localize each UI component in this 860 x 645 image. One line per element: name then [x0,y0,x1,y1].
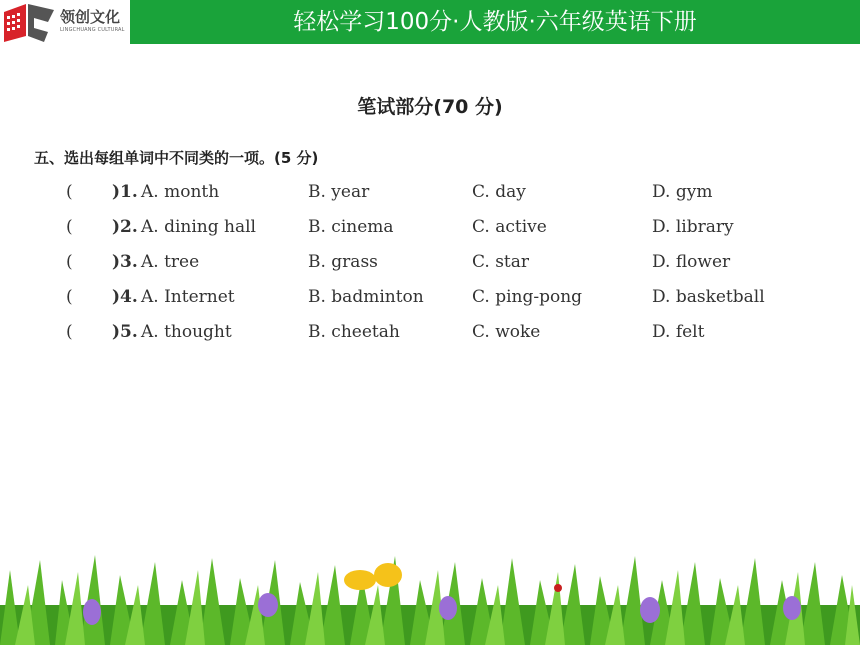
question-row-3 [0,250,860,285]
answer-bracket[interactable]: ( [66,287,73,307]
logo-mark-icon [4,2,56,42]
logo-text: 领创文化 [60,8,121,26]
option-d: D. basketball [652,287,765,307]
option-c: C. woke [472,322,541,342]
option-c: C. active [472,217,547,237]
option-d: D. flower [652,252,731,272]
option-d: D. library [652,217,734,237]
question-row-5 [0,320,860,355]
title-banner [130,0,860,44]
answer-bracket[interactable]: ( [66,252,73,272]
option-b: B. badminton [308,287,424,307]
option-a: A. dining hall [141,217,256,237]
question-row-4 [0,285,860,320]
option-b: B. cheetah [308,322,400,342]
answer-bracket[interactable]: ( [66,217,73,237]
option-a: A. tree [141,252,200,272]
option-c: C. day [472,182,526,202]
banner-title: 轻松学习100分·人教版·六年级英语下册 [293,9,697,35]
question-number: )2. [112,217,138,237]
option-d: D. felt [652,322,705,342]
question-heading: 五、选出每组单词中不同类的一项。(5 分) [34,149,319,167]
question-number: )4. [112,287,138,307]
option-b: B. cinema [308,217,394,237]
option-b: B. year [308,182,370,202]
header [0,0,860,44]
question-number: )1. [112,182,138,202]
option-c: C. star [472,252,530,272]
section-title: 笔试部分(70 分) [357,96,503,118]
question-number: )5. [112,322,138,342]
question-list [0,180,860,355]
option-b: B. grass [308,252,378,272]
question-number: )3. [112,252,138,272]
option-a: A. month [141,182,220,202]
option-a: A. thought [141,322,232,342]
option-d: D. gym [652,182,713,202]
option-c: C. ping-pong [472,287,583,307]
grass-decoration [0,550,860,645]
logo-subtext: LINGCHUANG CULTURAL [60,27,125,33]
answer-bracket[interactable]: ( [66,322,73,342]
option-a: A. Internet [141,287,235,307]
question-row-2 [0,215,860,250]
answer-bracket[interactable]: ( [66,182,73,202]
question-row-1 [0,180,860,215]
logo [0,0,130,44]
